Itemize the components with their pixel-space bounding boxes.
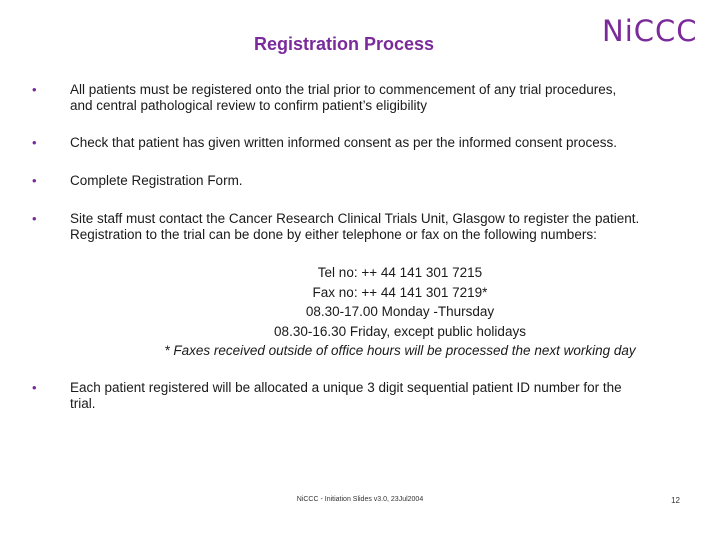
- bullet-dot-icon: •: [32, 173, 37, 188]
- slide-footer: NiCCC - Initiation Slides v3.0, 23Jul2004: [296, 496, 424, 503]
- niccc-logo: NiCCC: [602, 14, 698, 48]
- friday-hours: 08.30-16.30 Friday, except public holidays: [274, 323, 526, 339]
- bullet-line: trial.: [70, 396, 96, 411]
- fax-note: * Faxes received outside of office hours will be processed the next working day: [164, 343, 636, 358]
- slide-title: Registration Process: [254, 34, 435, 54]
- bullet-dot-icon: •: [32, 135, 37, 150]
- fax-number: Fax no: ++ 44 141 301 7219*: [312, 284, 488, 300]
- bullet-line: and central pathological review to confirm patient’s eligibility: [70, 98, 427, 113]
- bullet-dot-icon: •: [32, 380, 37, 395]
- weekday-hours: 08.30-17.00 Monday -Thursday: [305, 304, 495, 319]
- page-number: 12: [671, 496, 680, 505]
- telephone-number: Tel no: ++ 44 141 301 7215: [317, 265, 483, 280]
- bullet-dot-icon: •: [32, 82, 37, 97]
- bullet-line: Check that patient has given written informed consent as per the informed consent process.: [70, 135, 618, 150]
- bullet-line: Site staff must contact the Cancer Research Clinical Trials Unit, Glasgow to register the patient.: [70, 211, 640, 226]
- bullet-dot-icon: •: [32, 211, 37, 226]
- bullet-line: Registration to the trial can be done by either telephone or fax on the following numbers:: [70, 227, 597, 242]
- contact-details: [100, 263, 700, 361]
- bullet-line: Complete Registration Form.: [70, 173, 243, 188]
- bullet-line: All patients must be registered onto the trial prior to commencement of any trial procedures,: [70, 82, 617, 97]
- bullet-line: Each patient registered will be allocated a unique 3 digit sequential patient ID number for the: [70, 380, 622, 395]
